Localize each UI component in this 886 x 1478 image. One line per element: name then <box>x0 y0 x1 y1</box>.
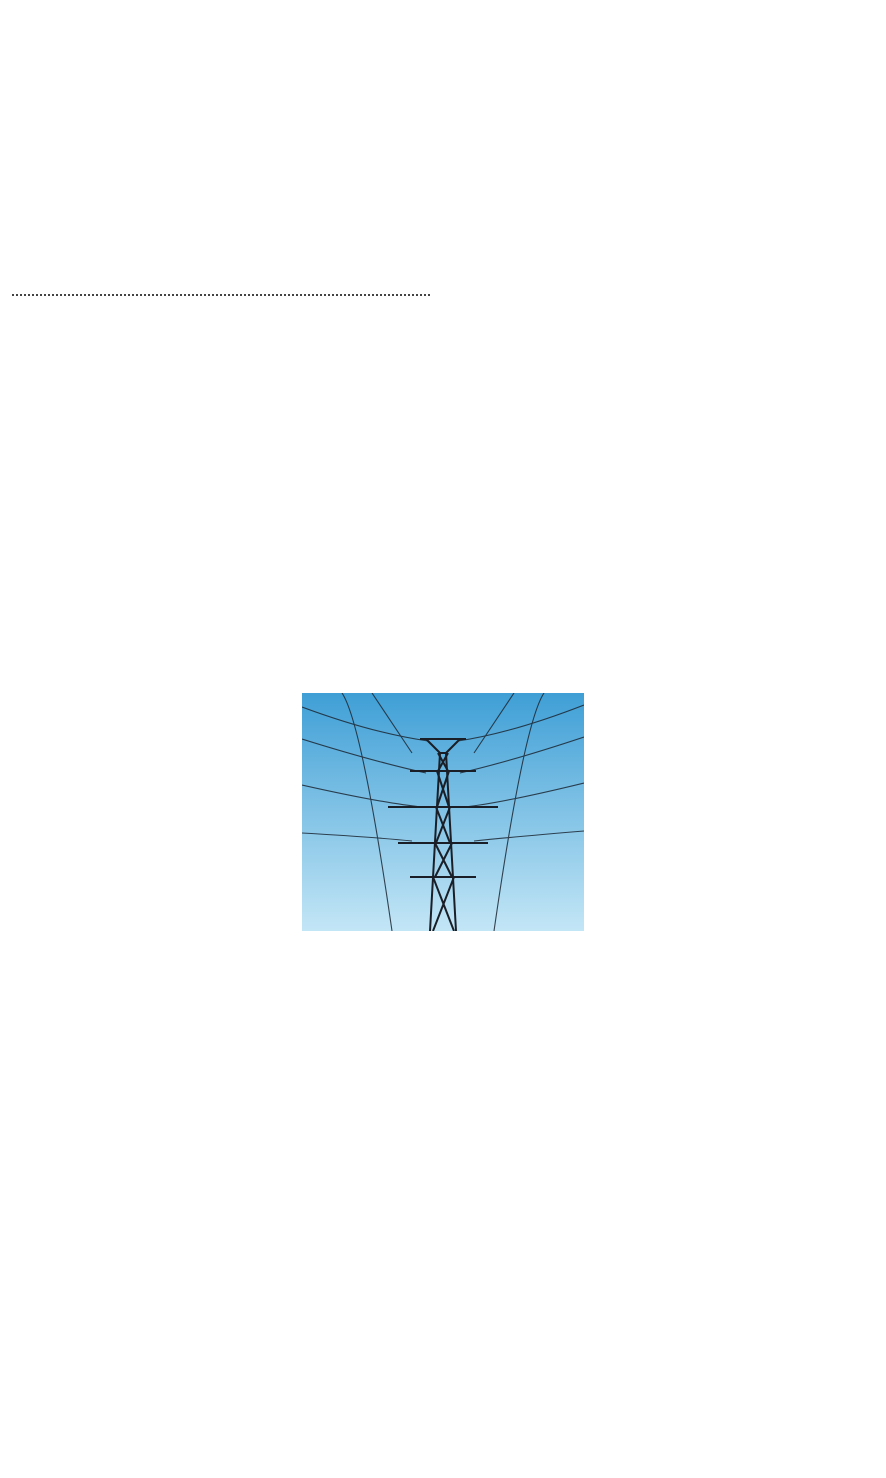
transmission-tower-icon <box>302 693 584 931</box>
transmission-tower-photo <box>302 693 584 931</box>
byline-divider <box>12 294 430 296</box>
